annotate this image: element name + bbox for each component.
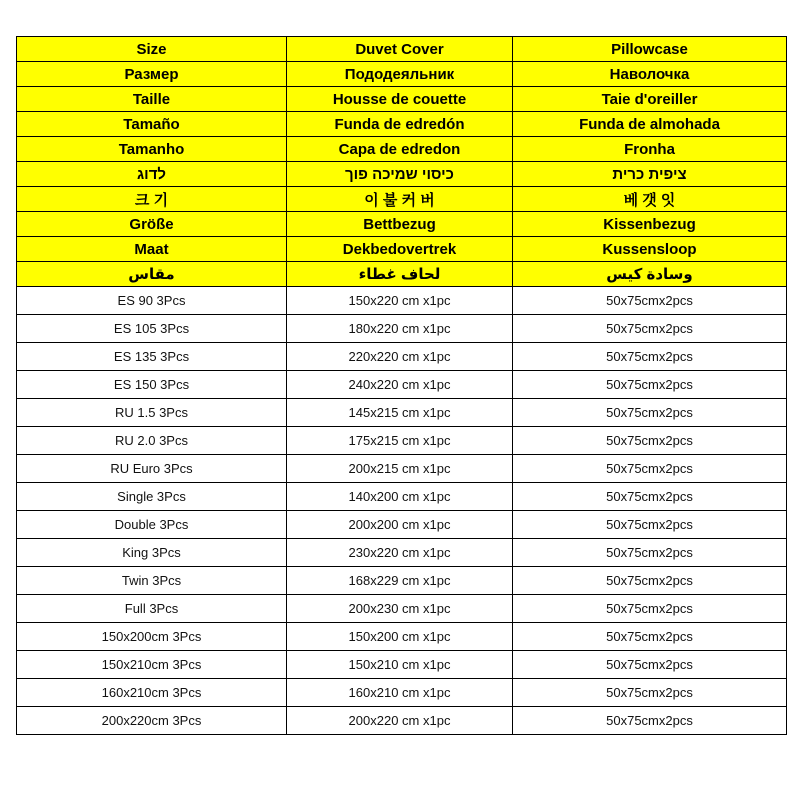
header-size-cell: Größe — [17, 212, 287, 237]
size-cell: 150x210cm 3Pcs — [17, 651, 287, 679]
duvet-cell: 168x229 cm x1pc — [287, 567, 513, 595]
header-pillow-cell: ציפית כרית — [513, 162, 787, 187]
table-row — [17, 511, 787, 539]
pillow-cell: 50x75cmx2pcs — [513, 455, 787, 483]
pillow-cell: 50x75cmx2pcs — [513, 595, 787, 623]
header-duvet-cell: Funda de edredón — [287, 112, 513, 137]
pillow-cell: 50x75cmx2pcs — [513, 511, 787, 539]
header-pillow-cell: Fronha — [513, 137, 787, 162]
header-row-pt — [17, 137, 787, 162]
header-size-cell: Размер — [17, 62, 287, 87]
size-cell: RU 2.0 3Pcs — [17, 427, 287, 455]
duvet-cell: 200x200 cm x1pc — [287, 511, 513, 539]
header-size-cell: Maat — [17, 237, 287, 262]
header-size-cell: مقاس — [17, 262, 287, 287]
pillow-cell: 50x75cmx2pcs — [513, 539, 787, 567]
size-cell: 160x210cm 3Pcs — [17, 679, 287, 707]
table-row — [17, 539, 787, 567]
header-duvet-cell: Dekbedovertrek — [287, 237, 513, 262]
table-row — [17, 455, 787, 483]
table-row — [17, 623, 787, 651]
duvet-cell: 150x220 cm x1pc — [287, 287, 513, 315]
duvet-cell: 150x200 cm x1pc — [287, 623, 513, 651]
header-row-ko — [17, 187, 787, 212]
header-size-cell: Taille — [17, 87, 287, 112]
table-row — [17, 483, 787, 511]
table-row — [17, 371, 787, 399]
table-row — [17, 679, 787, 707]
header-pillow-cell: وسادة كيس — [513, 262, 787, 287]
size-cell: Single 3Pcs — [17, 483, 287, 511]
duvet-cell: 230x220 cm x1pc — [287, 539, 513, 567]
header-pillow-cell: Pillowcase — [513, 37, 787, 62]
table-row — [17, 707, 787, 735]
header-row-he — [17, 162, 787, 187]
size-cell: ES 150 3Pcs — [17, 371, 287, 399]
pillow-cell: 50x75cmx2pcs — [513, 567, 787, 595]
header-pillow-cell: Kussensloop — [513, 237, 787, 262]
pillow-cell: 50x75cmx2pcs — [513, 427, 787, 455]
size-cell: Full 3Pcs — [17, 595, 287, 623]
header-duvet-cell: 이 불 커 버 — [287, 187, 513, 212]
table-row — [17, 343, 787, 371]
pillow-cell: 50x75cmx2pcs — [513, 707, 787, 735]
duvet-cell: 220x220 cm x1pc — [287, 343, 513, 371]
table-row — [17, 651, 787, 679]
table-row — [17, 399, 787, 427]
header-pillow-cell: Наволочка — [513, 62, 787, 87]
pillow-cell: 50x75cmx2pcs — [513, 679, 787, 707]
header-size-cell: Tamaño — [17, 112, 287, 137]
size-cell: ES 135 3Pcs — [17, 343, 287, 371]
size-cell: King 3Pcs — [17, 539, 287, 567]
header-size-cell: לדוג — [17, 162, 287, 187]
duvet-cell: 240x220 cm x1pc — [287, 371, 513, 399]
header-row-es — [17, 112, 787, 137]
header-pillow-cell: Taie d'oreiller — [513, 87, 787, 112]
header-size-cell: 크 기 — [17, 187, 287, 212]
duvet-cell: 145x215 cm x1pc — [287, 399, 513, 427]
duvet-cell: 200x230 cm x1pc — [287, 595, 513, 623]
size-cell: ES 90 3Pcs — [17, 287, 287, 315]
size-cell: Double 3Pcs — [17, 511, 287, 539]
duvet-cell: 140x200 cm x1pc — [287, 483, 513, 511]
header-row-nl — [17, 237, 787, 262]
pillow-cell: 50x75cmx2pcs — [513, 371, 787, 399]
duvet-cell: 180x220 cm x1pc — [287, 315, 513, 343]
duvet-cell: 175x215 cm x1pc — [287, 427, 513, 455]
header-row-fr — [17, 87, 787, 112]
size-cell: 200x220cm 3Pcs — [17, 707, 287, 735]
size-chart-body — [17, 37, 787, 735]
header-row-ru — [17, 62, 787, 87]
size-cell: Twin 3Pcs — [17, 567, 287, 595]
pillow-cell: 50x75cmx2pcs — [513, 483, 787, 511]
size-cell: RU 1.5 3Pcs — [17, 399, 287, 427]
table-row — [17, 287, 787, 315]
header-duvet-cell: Duvet Cover — [287, 37, 513, 62]
size-cell: 150x200cm 3Pcs — [17, 623, 287, 651]
pillow-cell: 50x75cmx2pcs — [513, 343, 787, 371]
header-duvet-cell: Housse de couette — [287, 87, 513, 112]
header-duvet-cell: Пододеяльник — [287, 62, 513, 87]
pillow-cell: 50x75cmx2pcs — [513, 651, 787, 679]
header-duvet-cell: Bettbezug — [287, 212, 513, 237]
pillow-cell: 50x75cmx2pcs — [513, 399, 787, 427]
size-cell: RU Euro 3Pcs — [17, 455, 287, 483]
size-cell: ES 105 3Pcs — [17, 315, 287, 343]
header-duvet-cell: כיסוי שמיכה פוך — [287, 162, 513, 187]
duvet-cell: 150x210 cm x1pc — [287, 651, 513, 679]
header-size-cell: Tamanho — [17, 137, 287, 162]
pillow-cell: 50x75cmx2pcs — [513, 623, 787, 651]
pillow-cell: 50x75cmx2pcs — [513, 315, 787, 343]
header-row-ar — [17, 262, 787, 287]
duvet-cell: 200x220 cm x1pc — [287, 707, 513, 735]
table-row — [17, 595, 787, 623]
header-row-de — [17, 212, 787, 237]
header-pillow-cell: Kissenbezug — [513, 212, 787, 237]
header-row-en — [17, 37, 787, 62]
size-chart-table — [16, 36, 787, 735]
header-size-cell: Size — [17, 37, 287, 62]
table-row — [17, 567, 787, 595]
duvet-cell: 160x210 cm x1pc — [287, 679, 513, 707]
header-pillow-cell: Funda de almohada — [513, 112, 787, 137]
table-row — [17, 315, 787, 343]
header-duvet-cell: لحاف غطاء — [287, 262, 513, 287]
table-row — [17, 427, 787, 455]
header-pillow-cell: 베 갯 잇 — [513, 187, 787, 212]
duvet-cell: 200x215 cm x1pc — [287, 455, 513, 483]
header-duvet-cell: Capa de edredon — [287, 137, 513, 162]
pillow-cell: 50x75cmx2pcs — [513, 287, 787, 315]
